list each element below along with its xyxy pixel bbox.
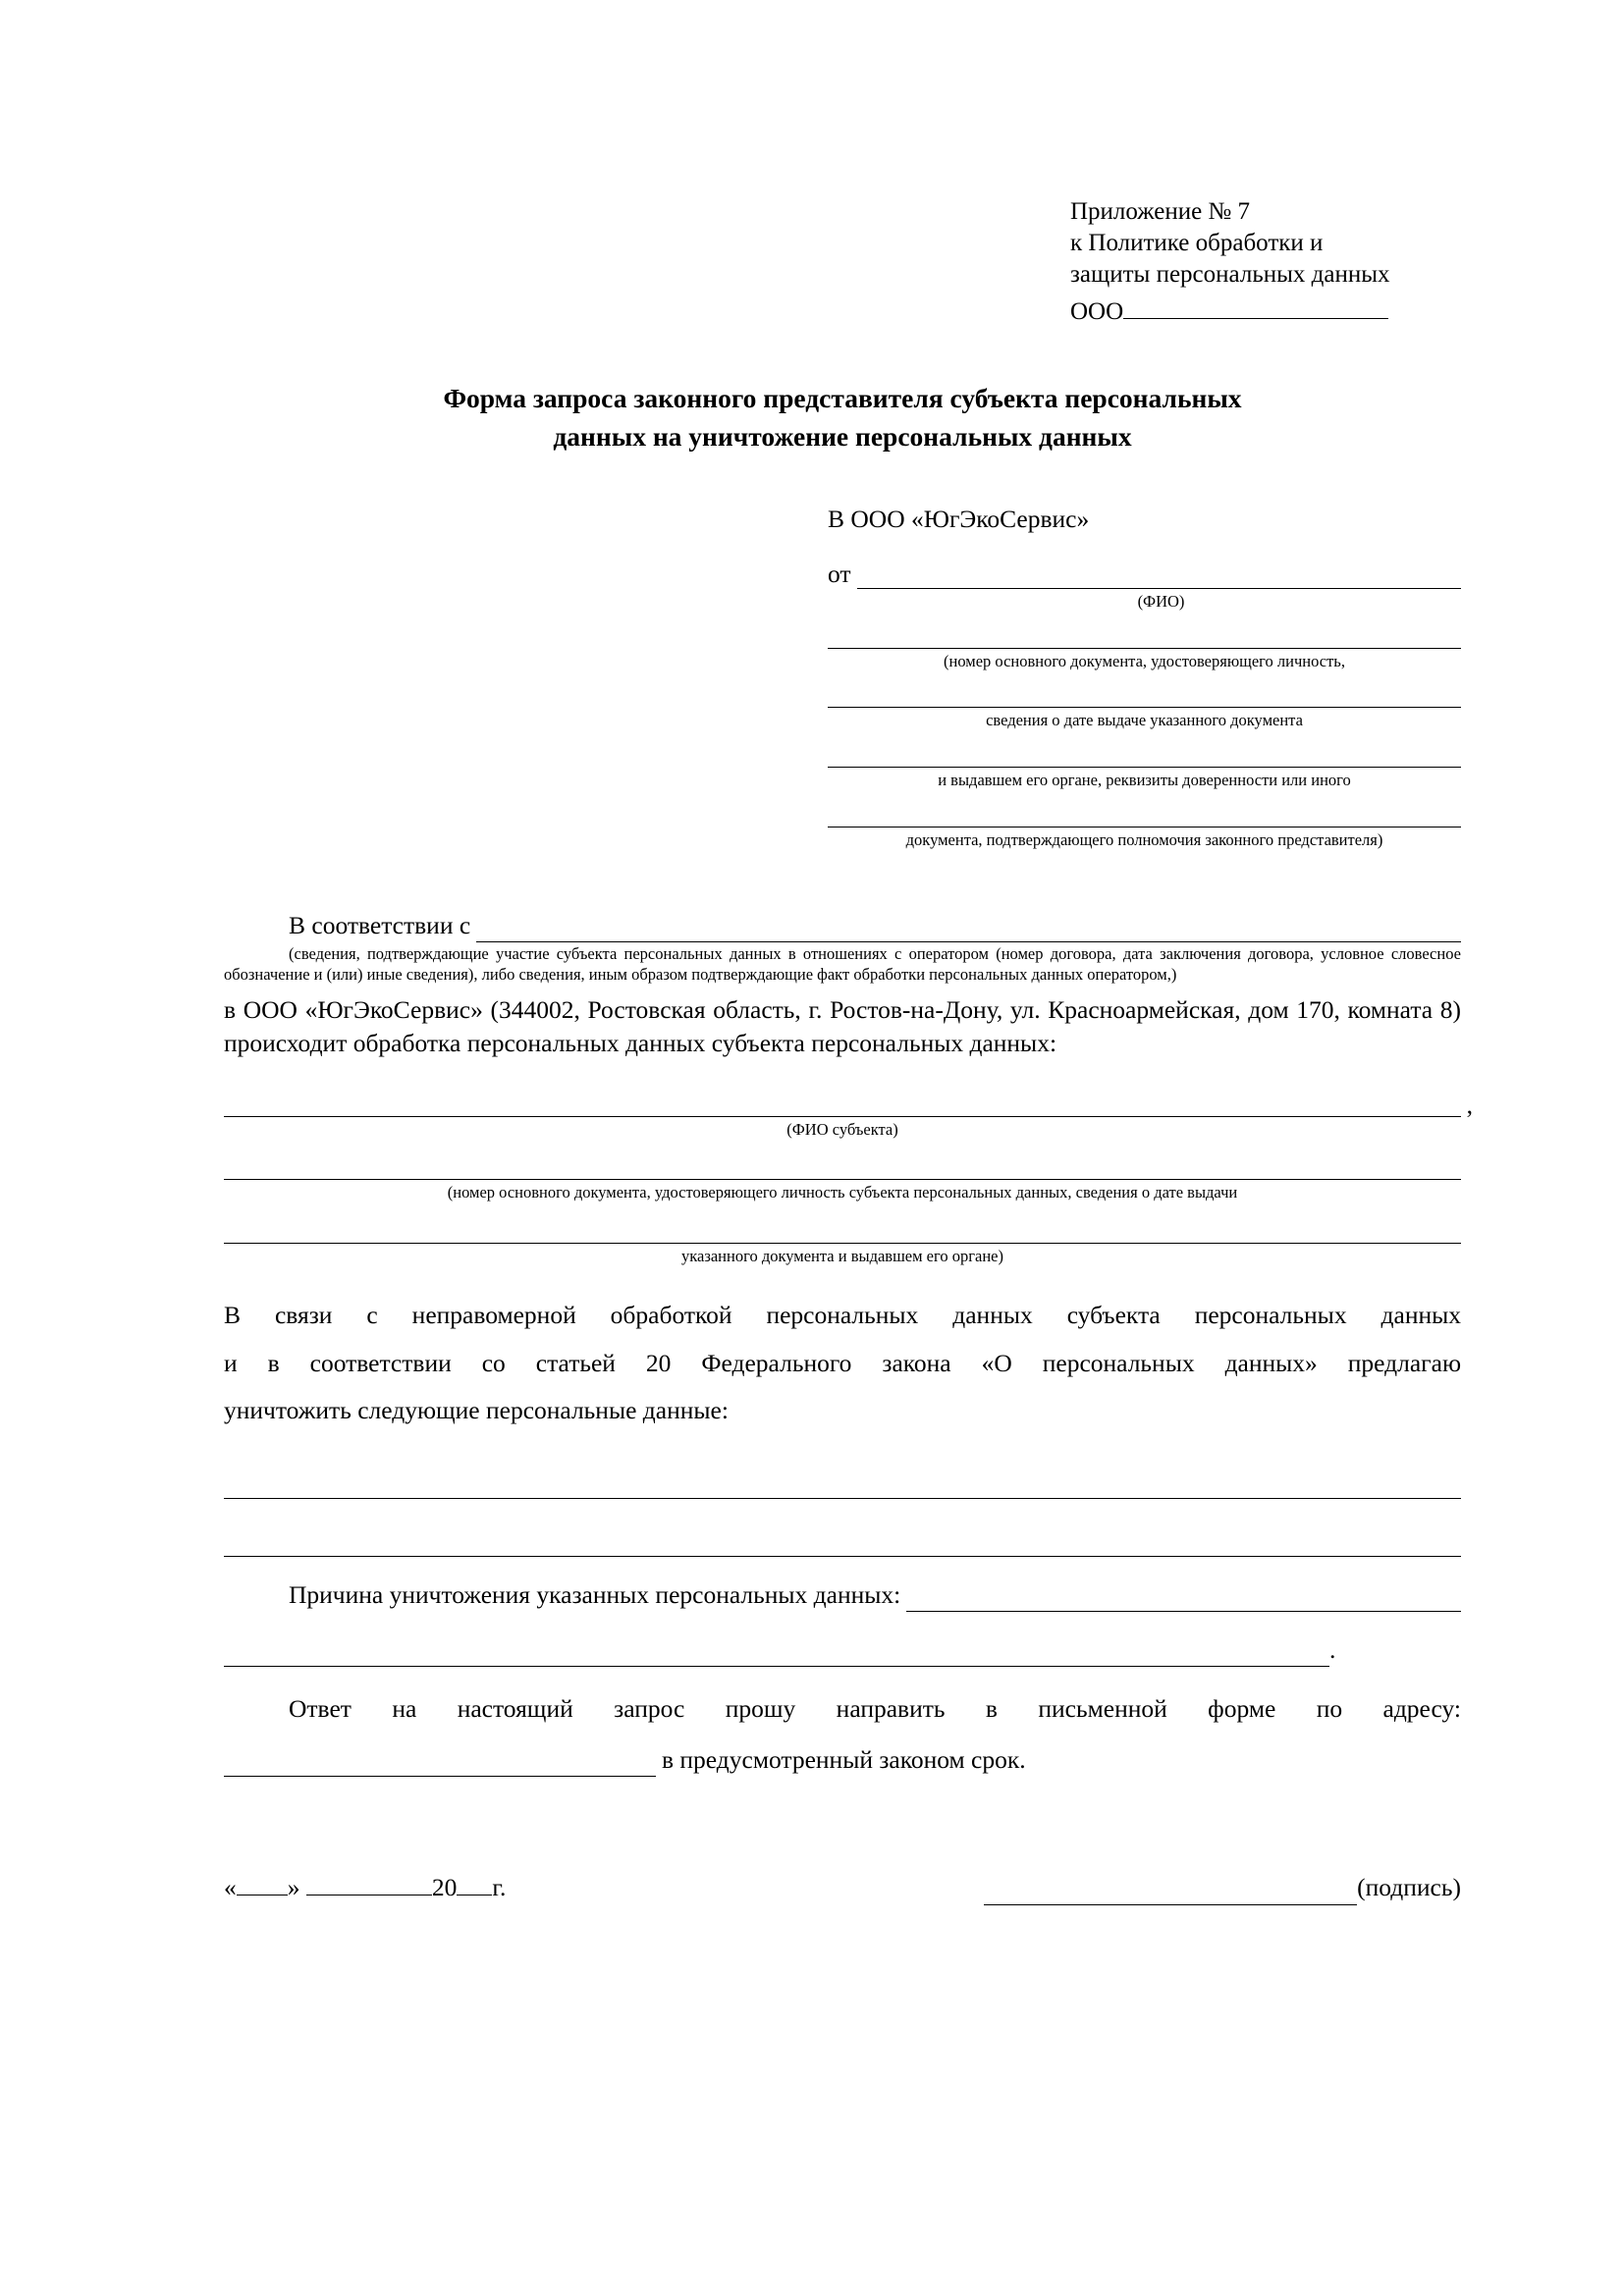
accordance-label: В соответствии с bbox=[289, 911, 471, 940]
applicant-fio-caption: (ФИО) bbox=[1137, 592, 1185, 612]
applicant-doc-caption-4: документа, подтверждающего полномочия законного представителя) bbox=[905, 829, 1383, 849]
applicant-doc-caption-2: сведения о дате выдаче указанного документа bbox=[986, 711, 1303, 730]
applicant-doc-caption-1: (номер основного документа, удостоверяющего личность, bbox=[944, 651, 1345, 670]
accordance-blank[interactable] bbox=[476, 920, 1461, 942]
answer-address-blank[interactable] bbox=[224, 1754, 656, 1777]
reason-label: Причина уничтожения указанных персональных данных: bbox=[289, 1579, 901, 1609]
accordance-row bbox=[224, 909, 1461, 942]
page-title-line-2: данных на уничтожение персональных данных bbox=[553, 421, 1132, 453]
subject-fio-group bbox=[224, 1083, 1473, 1141]
applicant-name-blank[interactable] bbox=[857, 566, 1461, 589]
answer-address-tail: в предусмотренный законом срок. bbox=[662, 1745, 1026, 1775]
appendix-org-line bbox=[1070, 291, 1463, 328]
appendix-number: Приложение № 7 bbox=[1070, 198, 1251, 225]
appendix-org-prefix: ООО bbox=[1070, 298, 1124, 325]
applicant-doc-group-4 bbox=[828, 797, 1461, 851]
answer-address-row bbox=[224, 1743, 1461, 1777]
applicant-doc-blank-2[interactable] bbox=[828, 677, 1461, 708]
reason-row-2 bbox=[224, 1633, 1461, 1667]
document-content bbox=[224, 196, 1473, 1905]
answer-paragraph: Ответ на настоящий запрос прошу направить в письменной форме по адресу: bbox=[289, 1694, 1461, 1724]
subject-doc-blank-1[interactable] bbox=[224, 1146, 1461, 1180]
subject-doc-caption-1: (номер основного документа, удостоверяющего личность субъекта персональных данных, сведения о дате выдачи bbox=[447, 1183, 1238, 1202]
applicant-doc-group-2 bbox=[828, 677, 1461, 731]
applicant-from-label: от bbox=[828, 560, 851, 589]
subject-fio-line bbox=[224, 1083, 1473, 1120]
request-line-1: В связи с неправомерной обработкой персональных данных субъекта персональных данных bbox=[224, 1301, 1461, 1330]
signature-date[interactable] bbox=[224, 1871, 506, 1904]
request-line-2: и в соответствии со статьей 20 Федерального закона «О персональных данных» предлагаю bbox=[224, 1348, 1461, 1377]
accordance-caption: (сведения, подтверждающие участие субъекта персональных данных в отношениях с оператором (номер договора, дата заключения договора, условное словесное обозначение и (или) иные сведения), либо сведения, иным образом подтверждающие факт обработки персональных данных оператором,) bbox=[224, 944, 1461, 985]
subject-doc-blank-2[interactable] bbox=[224, 1209, 1461, 1244]
applicant-doc-caption-3: и выдавшем его органе, реквизиты доверенности или иного bbox=[938, 770, 1351, 789]
request-line-3: уничтожить следующие персональные данные: bbox=[224, 1396, 729, 1425]
operator-paragraph: в ООО «ЮгЭкоСервис» (344002, Ростовская область, г. Ростов-на-Дону, ул. Красноармейская, дом 170, комната 8) происходит обработка персональных данных субъекта персональных данных: bbox=[224, 995, 1461, 1058]
appendix-policy-line-2: защиты персональных данных bbox=[1070, 261, 1390, 288]
request-paragraph bbox=[224, 1292, 1461, 1434]
appendix-header bbox=[1070, 196, 1463, 328]
date-year-prefix: 20 bbox=[431, 1873, 458, 1902]
reason-row bbox=[224, 1578, 1461, 1612]
addressee-organization: В ООО «ЮгЭкоСервис» bbox=[828, 505, 1090, 534]
data-to-destroy-group bbox=[224, 1465, 1461, 1557]
subject-fio-blank[interactable] bbox=[224, 1083, 1461, 1117]
subject-doc-caption-2: указанного документа и выдавшем его органе) bbox=[681, 1246, 1003, 1265]
date-quote-close: » bbox=[287, 1873, 300, 1902]
date-year-blank[interactable] bbox=[457, 1895, 492, 1896]
page-title bbox=[224, 379, 1461, 455]
appendix-org-blank bbox=[1123, 291, 1388, 319]
appendix-policy-line-1: к Политике обработки и bbox=[1070, 230, 1324, 256]
reason-blank-2[interactable] bbox=[224, 1644, 1329, 1667]
applicant-doc-blank-4[interactable] bbox=[828, 797, 1461, 828]
date-year-tail: г. bbox=[492, 1873, 507, 1902]
data-to-destroy-blank-2[interactable] bbox=[224, 1522, 1461, 1557]
subject-fio-caption: (ФИО субъекта) bbox=[786, 1119, 898, 1139]
signature-label: (подпись) bbox=[1357, 1873, 1461, 1902]
subject-fio-comma: , bbox=[1466, 1091, 1473, 1120]
date-quote-open: « bbox=[224, 1873, 237, 1902]
subject-doc-group-1 bbox=[224, 1146, 1461, 1203]
applicant-doc-group-3 bbox=[828, 737, 1461, 791]
addressee-block bbox=[828, 505, 1461, 850]
data-to-destroy-blank-1[interactable] bbox=[224, 1465, 1461, 1499]
page-title-line-1: Форма запроса законного представителя субъекта персональных bbox=[443, 383, 1242, 413]
signature-blank[interactable] bbox=[984, 1883, 1357, 1905]
date-month-blank[interactable] bbox=[306, 1895, 432, 1896]
document-body bbox=[224, 909, 1473, 1904]
applicant-doc-blank-1[interactable] bbox=[828, 618, 1461, 649]
date-day-blank[interactable] bbox=[237, 1895, 288, 1896]
reason-period: . bbox=[1329, 1634, 1336, 1664]
subject-doc-group-2 bbox=[224, 1209, 1461, 1267]
reason-blank-1[interactable] bbox=[906, 1589, 1461, 1612]
applicant-doc-group-1 bbox=[828, 618, 1461, 672]
signature-row bbox=[224, 1871, 1461, 1904]
applicant-doc-blank-3[interactable] bbox=[828, 737, 1461, 768]
signature-field bbox=[984, 1871, 1461, 1904]
applicant-row bbox=[828, 560, 1461, 589]
